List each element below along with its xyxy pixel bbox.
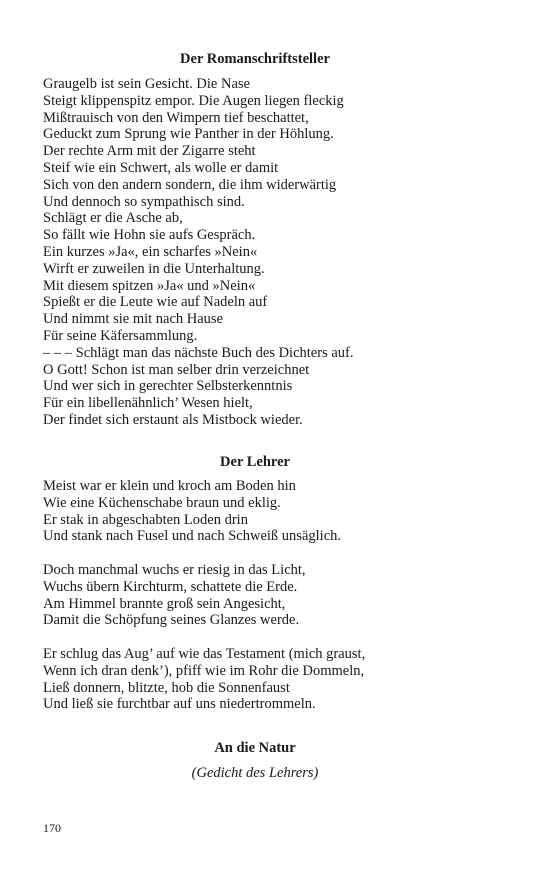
poem-line: O Gott! Schon ist man selber drin verzeichnet: [43, 361, 310, 378]
poem-line: Er stak in abgeschabten Loden drin: [43, 511, 248, 528]
poem-line: Geduckt zum Sprung wie Panther in der Höhlung.: [43, 126, 334, 143]
poem-title-romanschriftsteller: Der Romanschriftsteller: [180, 51, 330, 67]
poem-subtitle: (Gedicht des Lehrers): [191, 765, 319, 781]
poem-line: Ein kurzes »Ja«, ein scharfes »Nein«: [43, 243, 258, 260]
poem-line: Wuchs übern Kirchturm, schattete die Erde.: [43, 578, 298, 595]
poem-line: Sich von den andern sondern, die ihm widerwärtig: [43, 176, 337, 193]
poem-line: Für ein libellenähnlich’ Wesen hielt,: [43, 395, 253, 412]
poem-line: Graugelb ist sein Gesicht. Die Nase: [43, 76, 250, 92]
poem-line: Doch manchmal wuchs er riesig in das Licht,: [43, 562, 306, 578]
poem-line: Und stank nach Fusel und nach Schweiß unsäglich.: [43, 528, 342, 545]
poem-line: Und wer sich in gerechter Selbsterkenntnis: [43, 378, 293, 395]
poem-line: Und ließ sie furchtbar auf uns niedertrommeln.: [43, 696, 316, 713]
poem-line: Wirft er zuweilen in die Unterhaltung.: [43, 260, 265, 277]
poem-line: Meist war er klein und kroch am Boden hin: [43, 478, 296, 494]
page-number: 170: [43, 821, 61, 835]
poem-line: Wie eine Küchenschabe braun und eklig.: [43, 494, 281, 511]
poem-line: Der rechte Arm mit der Zigarre steht: [43, 143, 256, 160]
poem-line: Und dennoch so sympathisch sind.: [43, 193, 245, 210]
poem-line: Schlägt er die Asche ab,: [43, 210, 183, 227]
book-page: [43, 0, 510, 880]
poem-line: – – – Schlägt man das nächste Buch des Dichters auf.: [43, 344, 354, 361]
poem-stanza: [43, 478, 513, 545]
poem-line: Steigt klippenspitz empor. Die Augen liegen fleckig: [43, 92, 344, 109]
poem-line: Spießt er die Leute wie auf Nadeln auf: [43, 294, 268, 311]
poem-stanza: [43, 562, 513, 629]
poem-title-an-die-natur: An die Natur: [214, 740, 296, 756]
poem-line: Für seine Käfersammlung.: [43, 327, 198, 344]
poem-line: Der findet sich erstaunt als Mistbock wieder.: [43, 411, 303, 428]
poem-stanza: [43, 646, 513, 713]
poem-line: So fällt wie Hohn sie aufs Gespräch.: [43, 227, 256, 244]
poem-line: Steif wie ein Schwert, als wolle er damit: [43, 159, 279, 176]
poem-stanza: [43, 76, 513, 429]
poem-line: Er schlug das Aug’ auf wie das Testament (mich graust,: [43, 646, 366, 662]
poem-line: Und nimmt sie mit nach Hause: [43, 311, 224, 328]
poem-line: Ließ donnern, blitzte, hob die Sonnenfaust: [43, 679, 290, 696]
poem-line: Wenn ich dran denk’), pfiff wie im Rohr die Dommeln,: [43, 662, 365, 679]
poem-line: Mit diesem spitzen »Ja« und »Nein«: [43, 277, 256, 294]
poem-line: Am Himmel brannte groß sein Angesicht,: [43, 595, 286, 612]
poem-line: Damit die Schöpfung seines Glanzes werde.: [43, 612, 300, 629]
poem-title-lehrer: Der Lehrer: [220, 454, 290, 470]
poem-line: Mißtrauisch von den Wimpern tief beschattet,: [43, 109, 309, 126]
